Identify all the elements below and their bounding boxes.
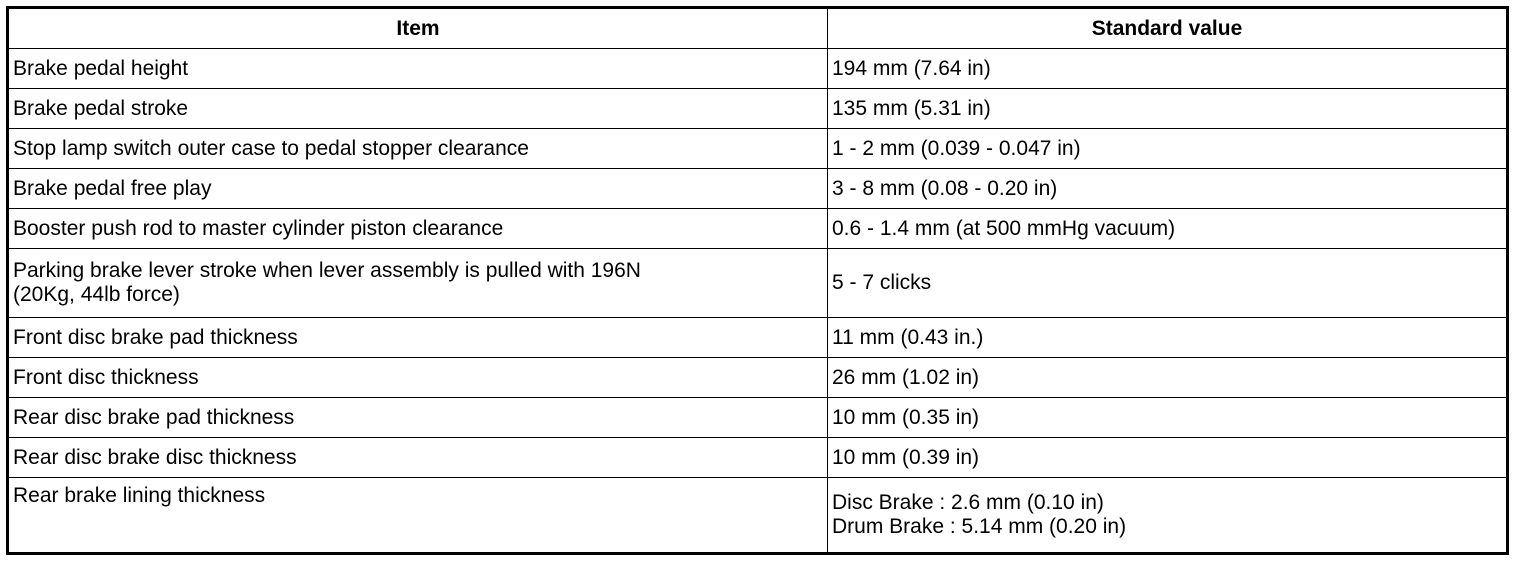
- item-cell: Front disc brake pad thickness: [8, 318, 828, 358]
- table-row: [8, 478, 1508, 554]
- value-line: 10 mm (0.39 in): [832, 445, 980, 469]
- value-cell: [828, 169, 1508, 209]
- value-line: 1 - 2 mm (0.039 - 0.047 in): [832, 136, 1081, 160]
- item-cell: Booster push rod to master cylinder piston clearance: [8, 209, 828, 249]
- value-cell: [828, 438, 1508, 478]
- table-row: [8, 398, 1508, 438]
- value-line: Disc Brake : 2.6 mm (0.10 in): [832, 491, 1104, 514]
- item-cell: Brake pedal height: [8, 49, 828, 89]
- value-cell: [828, 318, 1508, 358]
- value-cell: [828, 398, 1508, 438]
- value-line: 3 - 8 mm (0.08 - 0.20 in): [832, 176, 1058, 200]
- value-line: 135 mm (5.31 in): [832, 96, 991, 120]
- value-line: 0.6 - 1.4 mm (at 500 mmHg vacuum): [832, 216, 1176, 240]
- item-cell: Stop lamp switch outer case to pedal stopper clearance: [8, 129, 828, 169]
- value-line: 11 mm (0.43 in.): [832, 325, 984, 349]
- table-row: [8, 209, 1508, 249]
- table-row: [8, 318, 1508, 358]
- value-cell: [828, 249, 1508, 318]
- item-line: (20Kg, 44lb force): [13, 283, 180, 306]
- value-line: 5 - 7 clicks: [832, 271, 932, 294]
- table-header-row: [8, 8, 1508, 49]
- item-cell: Rear brake lining thickness: [8, 478, 828, 554]
- value-line: Drum Brake : 5.14 mm (0.20 in): [832, 515, 1127, 538]
- value-cell: [828, 358, 1508, 398]
- item-line: Parking brake lever stroke when lever assembly is pulled with 196N: [13, 259, 641, 282]
- value-line: 194 mm (7.64 in): [832, 56, 991, 80]
- table-row: [8, 358, 1508, 398]
- column-header-standard-value: Standard value: [828, 8, 1508, 49]
- value-cell: [828, 129, 1508, 169]
- value-cell: [828, 89, 1508, 129]
- value-cell: [828, 209, 1508, 249]
- table-row: [8, 169, 1508, 209]
- column-header-item: Item: [8, 8, 828, 49]
- table-row: [8, 438, 1508, 478]
- item-cell: Brake pedal stroke: [8, 89, 828, 129]
- item-cell: Rear disc brake disc thickness: [8, 438, 828, 478]
- item-cell: Front disc thickness: [8, 358, 828, 398]
- table-row: [8, 249, 1508, 318]
- value-cell: [828, 49, 1508, 89]
- item-cell: Rear disc brake pad thickness: [8, 398, 828, 438]
- value-line: 26 mm (1.02 in): [832, 365, 980, 389]
- value-cell: [828, 478, 1508, 554]
- table-row: [8, 129, 1508, 169]
- table-row: [8, 89, 1508, 129]
- brake-specification-table: [6, 6, 1509, 555]
- item-cell: [8, 249, 828, 318]
- table-row: [8, 49, 1508, 89]
- item-cell: Brake pedal free play: [8, 169, 828, 209]
- value-line: 10 mm (0.35 in): [832, 405, 980, 429]
